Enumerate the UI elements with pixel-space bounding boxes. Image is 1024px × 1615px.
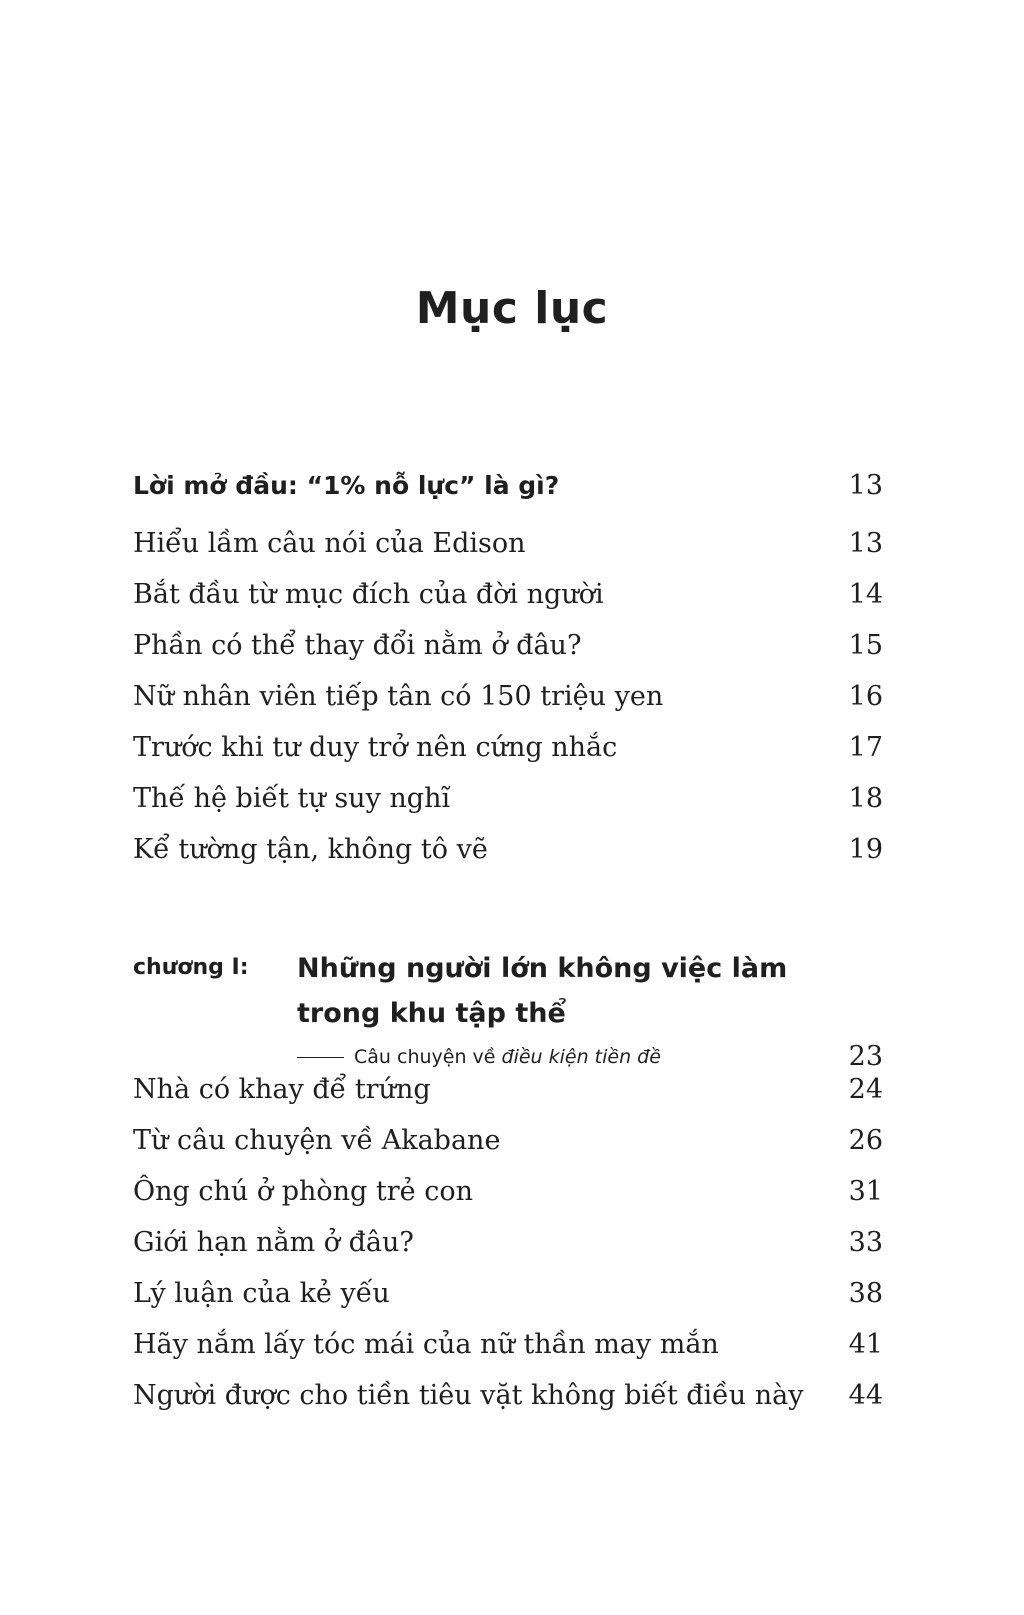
- toc-entry-label: Từ câu chuyện về Akabane: [133, 1124, 501, 1156]
- toc-page-number: 14: [848, 578, 883, 610]
- toc-entry-label: Phần có thể thay đổi nằm ở đâu?: [133, 629, 582, 661]
- chapter-prefix: chương I:: [133, 955, 249, 980]
- toc-entry-label: Hiểu lầm câu nói của Edison: [133, 527, 526, 559]
- chapter-title-line: trong khu tập thể: [297, 998, 566, 1029]
- chapter-subtitle-row: [297, 1041, 883, 1072]
- chapter-subtitle: [297, 1046, 661, 1068]
- toc-entry-label: Nữ nhân viên tiếp tân có 150 triệu yen: [133, 680, 664, 712]
- toc-entry: [133, 1069, 883, 1109]
- toc-entry: [133, 1324, 883, 1364]
- toc-entry-label: Kể tường tận, không tô vẽ: [133, 833, 488, 865]
- toc-page-number: 41: [848, 1328, 883, 1360]
- toc-page-number: 17: [848, 731, 883, 763]
- toc-entry: [133, 676, 883, 716]
- toc-entry: [133, 574, 883, 614]
- toc-entry-label: Hãy nắm lấy tóc mái của nữ thần may mắn: [133, 1328, 719, 1360]
- toc-entry: [133, 1375, 883, 1415]
- toc-section-heading: [133, 465, 883, 505]
- chapter-title-line: Những người lớn không việc làm: [297, 953, 788, 984]
- toc-entry: [133, 523, 883, 563]
- toc-entry-label: Ông chú ở phòng trẻ con: [133, 1175, 473, 1207]
- toc-entry: [133, 1222, 883, 1262]
- toc-page-number: 13: [848, 469, 883, 501]
- toc-entry: [133, 1273, 883, 1313]
- toc-entry-label: Thế hệ biết tự suy nghĩ: [133, 782, 451, 814]
- toc-entry-label: Lý luận của kẻ yếu: [133, 1277, 390, 1309]
- toc-entry: [133, 1120, 883, 1160]
- toc-page-number: 24: [848, 1073, 883, 1105]
- toc-entry-label: Trước khi tư duy trở nên cứng nhắc: [133, 731, 618, 763]
- toc-entry: [133, 727, 883, 767]
- toc-entry-label: Giới hạn nằm ở đâu?: [133, 1226, 414, 1258]
- chapter-subtitle-italic: điều kiện tiền đề: [501, 1045, 661, 1068]
- chapter-title: [297, 946, 857, 1036]
- toc-page-number: 13: [848, 527, 883, 559]
- toc-entry: [133, 778, 883, 818]
- toc-heading-label: Lời mở đầu: “1% nỗ lực” là gì?: [133, 470, 560, 500]
- em-dash-rule: [297, 1057, 344, 1058]
- page-title: Mục lục: [415, 283, 609, 334]
- toc-page-number: 33: [848, 1226, 883, 1258]
- toc-entry-label: Người được cho tiền tiêu vặt không biết điều này: [133, 1379, 804, 1411]
- toc-entry: [133, 1171, 883, 1211]
- toc-entry-label: Nhà có khay để trứng: [133, 1073, 431, 1105]
- toc-entry-label: Bắt đầu từ mục đích của đời người: [133, 578, 604, 610]
- toc-entry: [133, 625, 883, 665]
- toc-page-number: 31: [848, 1175, 883, 1207]
- toc-entry: [133, 829, 883, 869]
- toc-page-number: 38: [848, 1277, 883, 1309]
- toc-page-number: 15: [848, 629, 883, 661]
- toc-page-number: 19: [848, 833, 883, 865]
- chapter-subtitle-plain: Câu chuyện về: [354, 1045, 502, 1068]
- toc-page-number: 16: [848, 680, 883, 712]
- toc-page-number: 44: [848, 1379, 883, 1411]
- toc-page-number: 26: [848, 1124, 883, 1156]
- toc-page-number: 18: [848, 782, 883, 814]
- toc-page-number: 23: [848, 1041, 883, 1072]
